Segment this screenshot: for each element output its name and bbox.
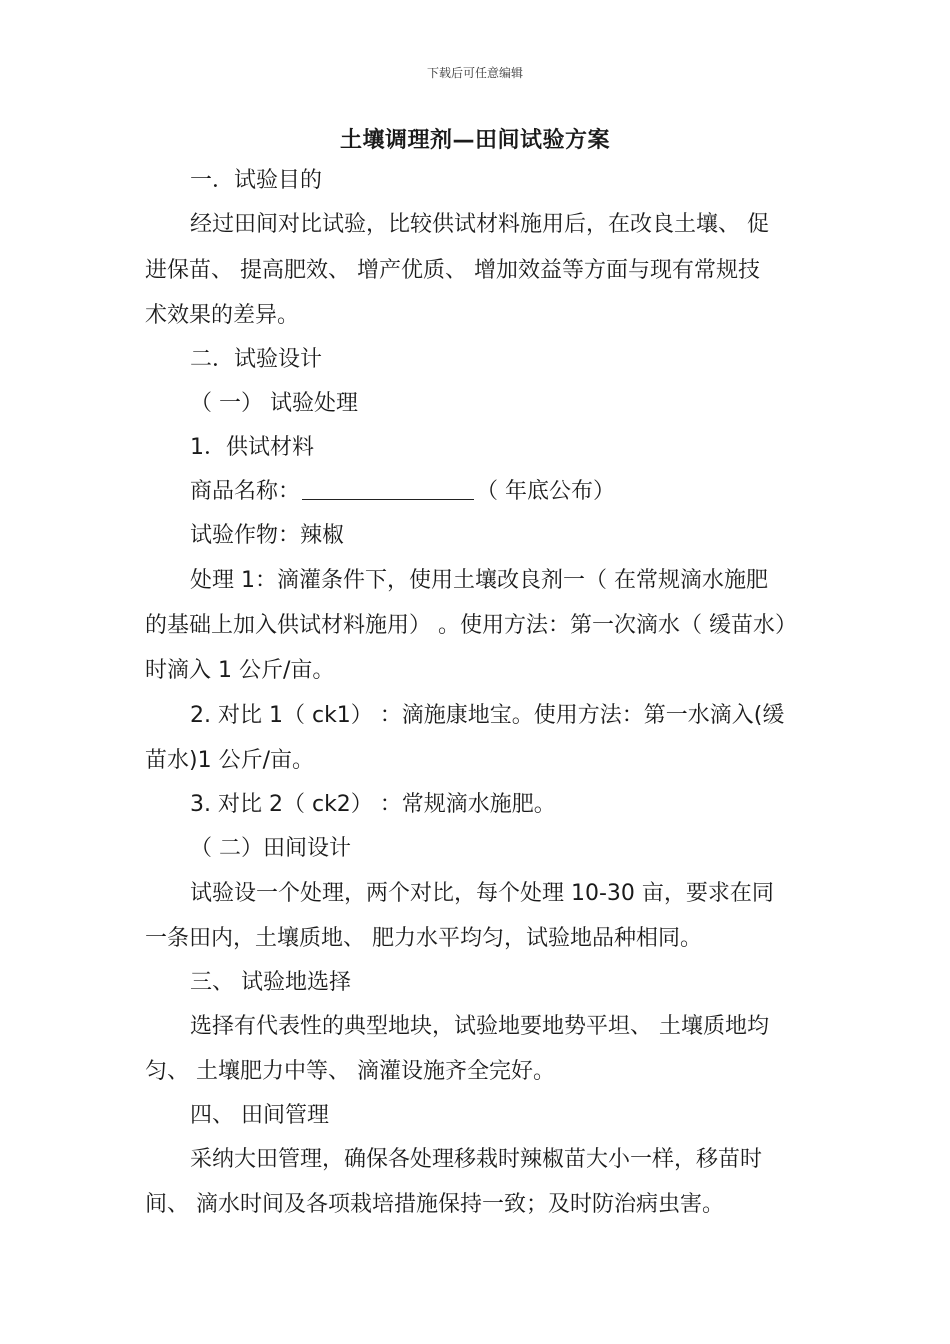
item-heading: 1．供试材料 bbox=[190, 435, 314, 460]
document-title: 土壤调理剂—田间试验方案 bbox=[339, 128, 610, 153]
paragraph-line: 时滴入 1 公斤/亩。 bbox=[145, 658, 335, 683]
paragraph-line: 间、 滴水时间及各项栽培措施保持一致；及时防治病虫害。 bbox=[145, 1192, 724, 1217]
product-name-line bbox=[190, 477, 860, 507]
product-name-blank bbox=[302, 477, 474, 500]
paragraph-line: 3. 对比 2（ ck2） ：常规滴水施肥。 bbox=[190, 792, 556, 817]
section-heading: 三、 试验地选择 bbox=[190, 970, 351, 995]
paragraph-line: 匀、 土壤肥力中等、 滴灌设施齐全完好。 bbox=[145, 1059, 555, 1084]
subsection-heading: （ 二）田间设计 bbox=[190, 836, 351, 861]
paragraph-line: 术效果的差异。 bbox=[145, 303, 300, 328]
paragraph-line: 2. 对比 1（ ck1） ：滴施康地宝。使用方法：第一水滴入(缓 bbox=[190, 703, 785, 728]
section-heading: 二．试验设计 bbox=[190, 347, 323, 372]
section-heading: 一．试验目的 bbox=[190, 168, 323, 193]
product-note: （ 年底公布） bbox=[476, 479, 616, 504]
paragraph-line: 试验设一个处理，两个对比，每个处理 10-30 亩，要求在同 bbox=[190, 881, 774, 906]
paragraph-line: 试验作物：辣椒 bbox=[190, 523, 345, 548]
paragraph-line: 进保苗、 提高肥效、 增产优质、 增加效益等方面与现有常规技 bbox=[145, 258, 760, 283]
paragraph-line: 处理 1：滴灌条件下，使用土壤改良剂一（ 在常规滴水施肥 bbox=[190, 568, 768, 593]
paragraph-line: 经过田间对比试验，比较供试材料施用后，在改良土壤、 促 bbox=[190, 212, 769, 237]
paragraph-line: 采纳大田管理，确保各处理移栽时辣椒苗大小一样，移苗时 bbox=[190, 1147, 763, 1172]
paragraph-line: 的基础上加入供试材料施用） 。使用方法：第一次滴水（ 缓苗水） bbox=[145, 613, 797, 638]
section-heading: 四、 田间管理 bbox=[190, 1103, 329, 1128]
page-header: 下载后可任意编辑 bbox=[426, 66, 523, 80]
product-label: 商品名称： bbox=[190, 479, 301, 504]
subsection-heading: （ 一） 试验处理 bbox=[190, 391, 358, 416]
paragraph-line: 选择有代表性的典型地块，试验地要地势平坦、 土壤质地均 bbox=[190, 1014, 769, 1039]
paragraph-line: 苗水)1 公斤/亩。 bbox=[145, 748, 314, 773]
paragraph-line: 一条田内，土壤质地、 肥力水平均匀，试验地品种相同。 bbox=[145, 926, 702, 951]
